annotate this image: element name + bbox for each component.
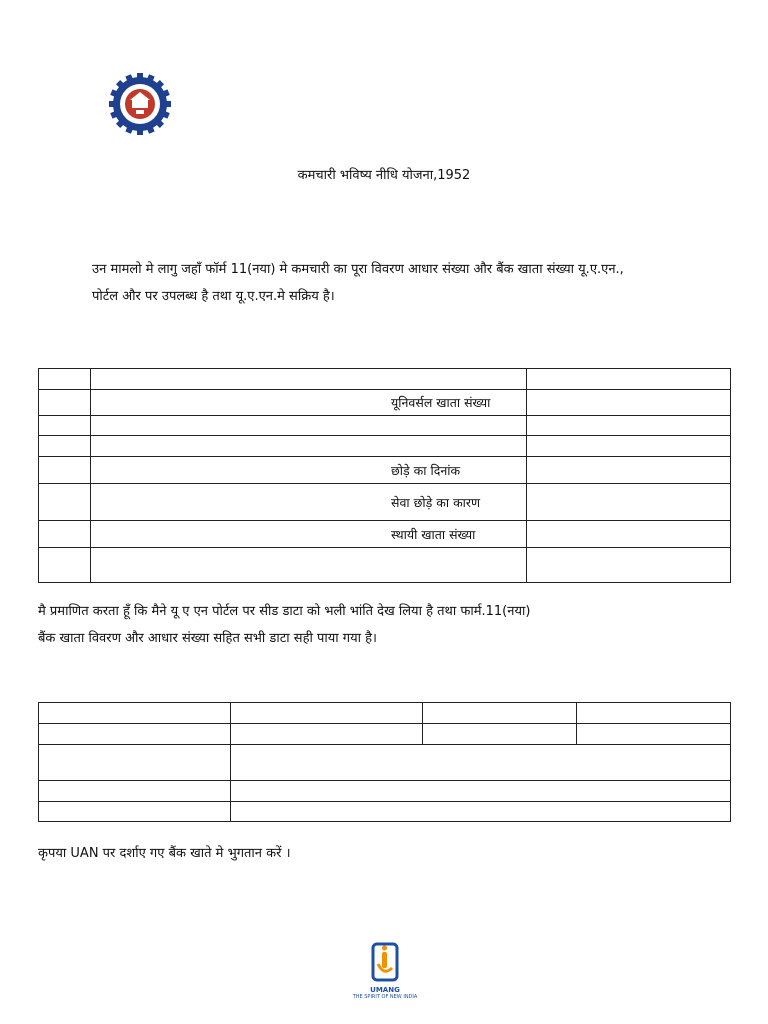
field-value[interactable] [527, 436, 731, 457]
epfo-logo [108, 72, 172, 136]
table-cell[interactable] [577, 703, 731, 724]
table-row [39, 369, 731, 390]
field-label [91, 436, 527, 457]
umang-label: UMANG [370, 986, 400, 994]
table-row [39, 416, 731, 436]
umang-tagline: THE SPIRIT OF NEW INDIA [352, 994, 418, 1000]
uan-value[interactable] [527, 390, 731, 416]
field-value[interactable] [527, 416, 731, 436]
table-row [39, 436, 731, 457]
table-row [39, 724, 731, 745]
table-cell[interactable] [39, 703, 231, 724]
intro-line-1: उन मामलो मे लागु जहाँ फॉर्म 11(नया) मे कमचारी का पूरा विवरण आधार संख्या और बैंक खाता संख्या यू.ए.एन., [92, 262, 624, 277]
table-row [39, 390, 731, 416]
table-row [39, 781, 731, 802]
declaration-line-1: मै प्रमाणित करता हूँ कि मैने यू ए एन पोर्टल पर सीड डाटा को भली भांति देख लिया है तथा फार्म.11(नया) [38, 604, 531, 619]
payment-note: कृपया UAN पर दर्शाए गए बैंक खाते मे भुगतान करें । [38, 846, 291, 861]
umang-phone-icon [370, 942, 400, 982]
table-row [39, 802, 731, 822]
pan-label: स्थायी खाता संख्या [91, 521, 527, 548]
serial-cell [39, 369, 91, 390]
table-cell[interactable] [231, 781, 731, 802]
declaration-paragraph [38, 598, 738, 652]
table-cell[interactable] [423, 703, 577, 724]
table-cell[interactable] [231, 745, 731, 781]
reason-of-exit-value[interactable] [527, 484, 731, 521]
serial-cell [39, 436, 91, 457]
pan-value[interactable] [527, 521, 731, 548]
table-cell[interactable] [39, 802, 231, 822]
table-row [39, 457, 731, 484]
field-value[interactable] [527, 548, 731, 583]
serial-cell [39, 416, 91, 436]
table-cell[interactable] [39, 745, 231, 781]
member-details-table [38, 368, 731, 583]
table-cell[interactable] [39, 724, 231, 745]
date-of-exit-value[interactable] [527, 457, 731, 484]
field-label [91, 369, 527, 390]
umang-logo [340, 942, 430, 1000]
table-cell[interactable] [231, 802, 731, 822]
reason-of-exit-label: सेवा छोड़े का कारण [91, 484, 527, 521]
uan-label: यूनिवर्सल खाता संख्या [91, 390, 527, 416]
serial-cell [39, 548, 91, 583]
table-row [39, 745, 731, 781]
table-cell[interactable] [577, 724, 731, 745]
table-cell[interactable] [39, 781, 231, 802]
table-row [39, 703, 731, 724]
table-row [39, 484, 731, 521]
field-label [91, 548, 527, 583]
table-row [39, 521, 731, 548]
page-title: कमचारी भविष्य नीधि योजना,1952 [297, 168, 471, 183]
serial-cell [39, 390, 91, 416]
table-row [39, 548, 731, 583]
intro-paragraph [92, 256, 732, 310]
table-cell[interactable] [423, 724, 577, 745]
declaration-line-2: बैंक खाता विवरण और आधार संख्या सहित सभी डाटा सही पाया गया है। [38, 631, 377, 646]
intro-line-2: पोर्टल और पर उपलब्ध है तथा यू.ए.एन.मे सक्रिय है। [92, 289, 335, 304]
serial-cell [39, 521, 91, 548]
date-of-exit-label: छोड़े का दिनांक [91, 457, 527, 484]
table-cell[interactable] [231, 703, 423, 724]
signature-table [38, 702, 731, 822]
field-label [91, 416, 527, 436]
serial-cell [39, 457, 91, 484]
table-cell[interactable] [231, 724, 423, 745]
serial-cell [39, 484, 91, 521]
field-value[interactable] [527, 369, 731, 390]
